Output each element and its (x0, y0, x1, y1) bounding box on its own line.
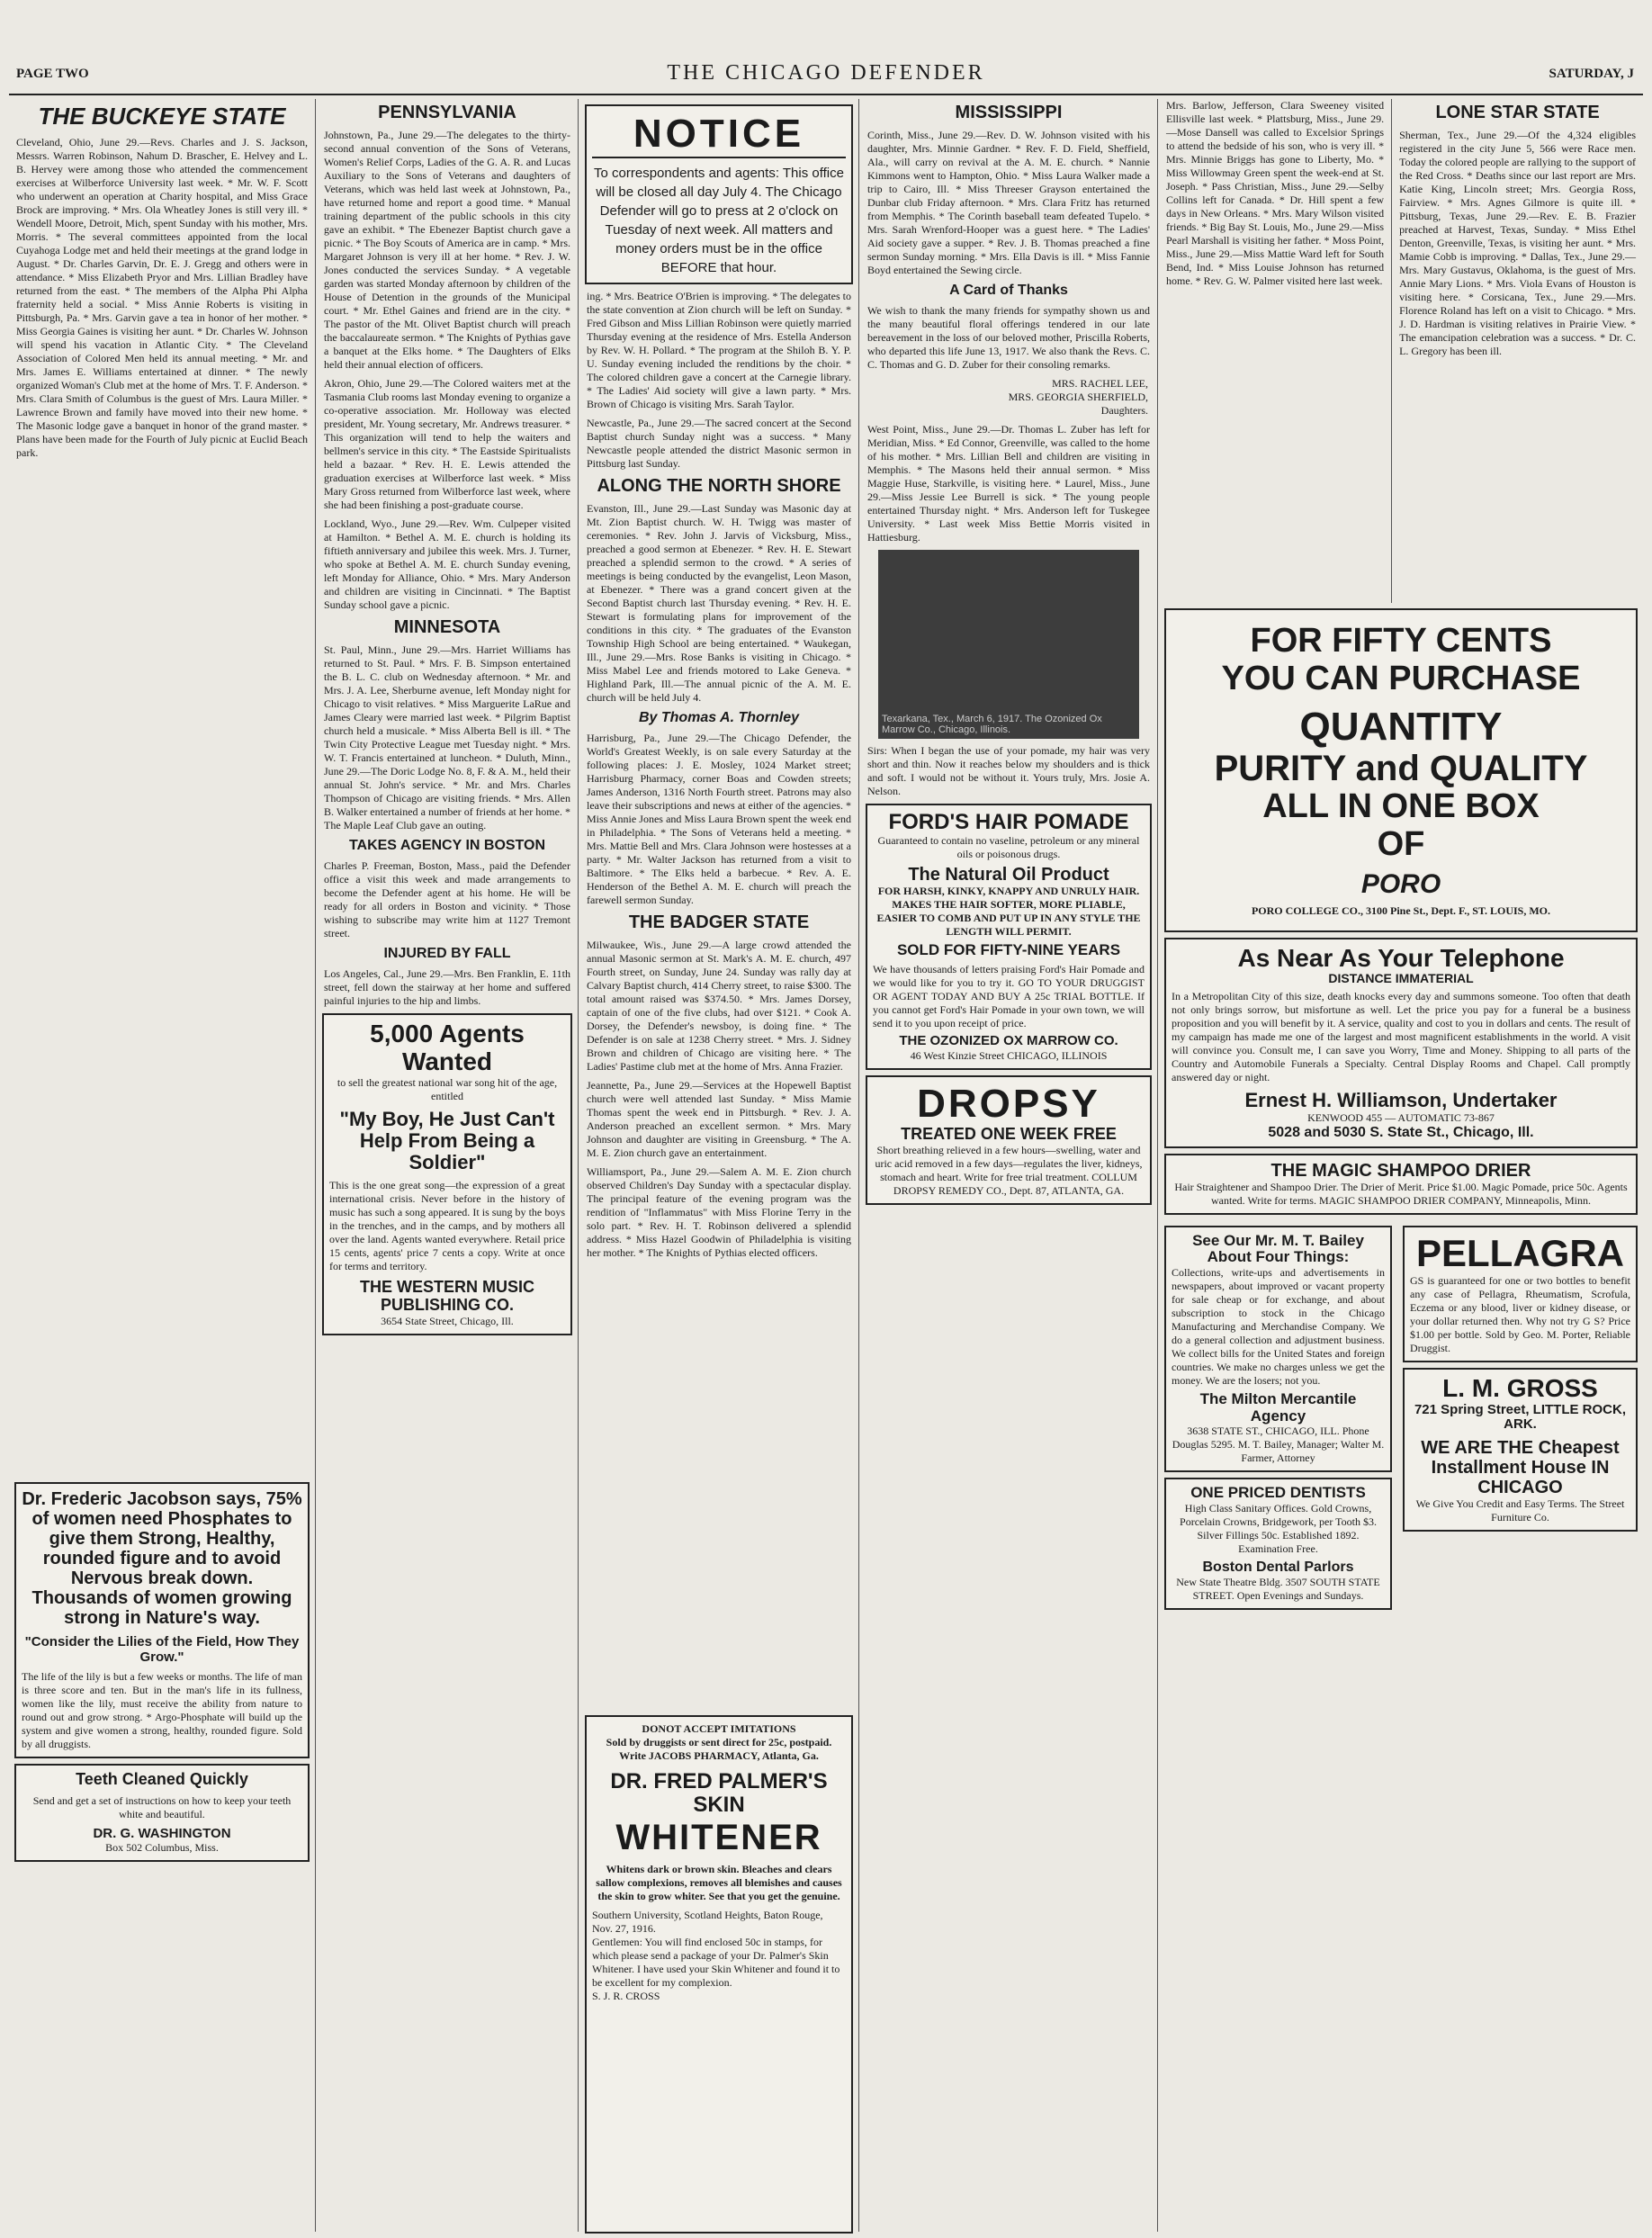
palmer-text: Whitens dark or brown skin. Bleaches and clears sallow complexions, removes all blemishes and causes the skin to grow whiter. See that you get the genuine. (596, 1862, 845, 1902)
thornley-byline: By Thomas A. Thornley (638, 710, 800, 725)
boston-dental-name: Boston Dental Parlors (1202, 1559, 1354, 1575)
telephone-subtitle: DISTANCE IMMATERIAL (1328, 971, 1474, 986)
paper-name: THE CHICAGO DEFENDER (667, 61, 985, 85)
dentist-ad (1164, 1478, 1392, 1609)
teeth-name: DR. G. WASHINGTON (93, 1825, 231, 1841)
section-title-pennsylvania: PENNSYLVANIA (378, 103, 516, 122)
column-buckeye (9, 99, 316, 2232)
testimonial-photo (878, 550, 1139, 739)
dentist-text: High Class Sanitary Offices. Gold Crowns, Porcelain Crowns, Bridgework, per Tooth $3. Silver Fillings 50c. Established 1892. Examination Free. (1180, 1501, 1379, 1555)
dropsy-subtitle: TREATED ONE WEEK FREE (901, 1124, 1117, 1143)
boston-heading: TAKES AGENCY IN BOSTON (348, 838, 546, 853)
cheapest-text: We Give You Credit and Easy Terms. The Street Furniture Co. (1415, 1496, 1628, 1523)
masthead (9, 61, 1643, 95)
section-title-lone-star: LONE STAR STATE (1435, 103, 1600, 122)
telephone-text: In a Metropolitan City of this size, death knocks every day and summons someone. Too often that death not only brings sorrow, but misfortune as well. Let the price you pay for a funeral be a business proposition and you will benefit by it. A service, quality and cost to you in dollars and cents. The result of my campaign has made me one of the largest and most magnificent establishments in the world. A visit will convince you. Consult me, I can save you Worry, Time and Money. Shipping to all parts of the Country and Automobile Funerals a Specialty. Central Display Rooms and Chapel. Call promptly answered day or night. (1172, 989, 1633, 1083)
cheapest-title: WE ARE THE Cheapest Installment House IN CHICAGO (1421, 1437, 1620, 1497)
right-bottom-row (1159, 1220, 1643, 1615)
ford-company: THE OZONIZED OX MARROW CO. (899, 1033, 1118, 1049)
poro-line-1: FOR FIFTY CENTS (1250, 622, 1552, 660)
photo-caption: Texarkana, Tex., March 6, 1917. The Ozonized Ox Marrow Co., Chicago, Illinois. (882, 714, 1102, 735)
palmer-ad (579, 1710, 859, 2232)
bailey-text: Collections, write-ups and advertisements in newspapers, about improved or vacant property for sale cheap or for exchange, and about subscription to stock in the Chicago Manufacturing and Merchandise Company. We do a general collection and adjustment business. We collect bills for the United States and foreign countries. We make no charges unless we get the money. We are the losers; not you. (1172, 1265, 1387, 1387)
section-title-mississippi: MISSISSIPPI (955, 103, 1063, 122)
ford-product: The Natural Oil Product (908, 865, 1109, 885)
ford-pomade-ad (866, 804, 1152, 1070)
agents-text: to sell the greatest national war song hit of the age, entitled (337, 1075, 561, 1102)
phosphate-ad (14, 1482, 310, 1758)
center-body-1: ing. * Mrs. Beatrice O'Brien is improving. * The delegates to the state convention at Zion church will be left on Sunday. * Fred Gibson and Miss Lillian Robinson were quietly married Thursday evening at the residence of Mrs. Estella Anderson by Rev. W. H. Pollard. * The program at the Shiloh B. Y. P. U. Sunday evening included the renditions by the choir. * The colored children gave a concert at the Carnegie library. * The Ladies' Aid society will give a lawn party. * Mrs. Brown of Chicago is visiting Mrs. Sarah Taylor. (587, 290, 854, 410)
right-top-body: Mrs. Barlow, Jefferson, Clara Sweeney visited Ellisville last week. * Plattsburg, Miss., June 29.—Mose Dansell was called to Excelsior Springs to attend the bedside of his son, who is very ill. * Mrs. Minnie Briggs has gone to Liberty, Mo. * Miss Willowmay Green spent the week-end at St. Joseph. * Pass Christian, Miss., June 29.—Selby Collins left for Canada. * Dr. Hill spent a few days in New Orleans. * Mrs. Mary Wilson visited friends. * Big Bay St. Louis, Mo., June 29.—Miss Pearl Marshall is visiting her father. * Moss Point, Miss., June 29.—Miss Mattie Ward left for South Bend, Ind. * Miss Louise Johnson has returned home. * Rev. G. W. Palmer visited here last week. (1159, 99, 1392, 603)
buckeye-body: Cleveland, Ohio, June 29.—Revs. Charles and J. S. Jackson, Messrs. Warren Robinson, Nahum D. Brascher, E. Helvey and L. B. Hervey were among those who attended the commencement exercises at Wilberforce University last week. * Mr. W. F. Scott who underwent an operation at Charity hospital, and Miss Grace Brock are improving. * Mrs. Ola Wheatley Jones is still very ill. * Wendell Moore, Detroit, Mich, spent Sunday with his mother, Mrs. Morris. * The several committees appointed from the local Cuyahoga Lodge met and held their meetings at the grand lodge in August. * Dr. Charles Garvin, Dr. E. J. Gregg and others were in attendance. * Miss Elizabeth Pryor and Mrs. Lillian Bradley have returned from the east. * The members of the Alpha Phi Alpha fraternity held a social. * Miss Annie Roberts is visiting in Pittsburgh, Pa. * Mrs. Garvin gave a tea in honor of her mother. * Miss Georgia Gaines is visiting her aunt. * Dr. Charles W. Johnson will spend his vacation in Atlantic City. * The Cleveland Association of Colored Men held its annual meeting. * Mr. and Mrs. James E. Williams entertained at dinner. * The newly organized Woman's Club met at the home of Mrs. T. F. Anderson. * Mrs. Clara Smith of Columbus is the guest of Mrs. Laura Miller. * Lawrence Brown and family have moved into their new home. * The Masonic lodge gave a banquet in honor of the grand master. * Plans have been made for the Fourth of July picnic at Euclid Beach park. (16, 136, 310, 459)
gross-ad (1403, 1368, 1638, 1532)
phosphate-text: The life of the lily is but a few weeks or months. The life of man is three score and ten. But in the man's life in its fullness, women like the lily, must receive the ability from nature to round out and grow strong. * Argo-Phosphate will build up the system and give women a strong, healthy, rounded figure. Sold by all druggists. (22, 1670, 305, 1750)
pellagra-ad (1403, 1226, 1638, 1362)
pellagra-title: PELLAGRA (1416, 1231, 1624, 1274)
north-shore-body: Evanston, Ill., June 29.—Last Sunday was Masonic day at Mt. Zion Baptist church. W. H. Twigg was master of ceremonies. * Rev. John J. Jarvis of Vicksburg, Miss., preached a good sermon at Ebenezer. * Rev. H. E. Stewart preached a splendid sermon to the crowd. * A series of meetings is being conducted by the evangelist, Leon Mason, at Ebenezer. * There was a grand concert given at the Second Baptist church last Thursday evening. * Rev. H. E. Stewart is formulating plans for improvement of the conditions in this city. * The graduates of the Evanston Township High School are being entertained. * Waukegan, Ill., June 29.—Mrs. Rose Banks is visiting in Chicago. * Miss Mabel Lee and friends motored to Lake Geneva. * Highland Park, Ill.—The annual picnic of the A. M. E. church will be held July 4. (587, 502, 854, 704)
song-title: "My Boy, He Just Can't Help From Being a Soldier" (339, 1107, 555, 1173)
boston-dental-address: New State Theatre Bldg. 3507 SOUTH STATE STREET. Open Evenings and Sundays. (1176, 1575, 1383, 1602)
poro-line-4: PURITY and QUALITY (1214, 748, 1588, 788)
lockland-body: Lockland, Wyo., June 29.—Rev. Wm. Culpeper visited at Hamilton. * Bethel A. M. E. church is holding its fiftieth anniversary and jubilee this week. Mrs. J. Turner, who spoke at Bethel A. M. E. church Sunday evening, left Monday for Alliance, Ohio. * Mrs. Mary Anderson and children are visiting in Cincinnati. * The Baptist Sunday school gave a picnic. (324, 517, 573, 611)
magic-shampoo-ad (1164, 1154, 1638, 1215)
undertaker-ad (1164, 938, 1638, 1148)
poro-address: PORO COLLEGE CO., 3100 Pine St., Dept. F., ST. LOUIS, MO. (1251, 903, 1551, 917)
ford-text: FOR HARSH, KINKY, KNAPPY AND UNRULY HAIR. MAKES THE HAIR SOFTER, MORE PLIABLE, EASIER TO COMB AND PUT UP IN ANY STYLE THE LENGTH WILL PERMIT. (876, 885, 1144, 939)
ford-title: FORD'S HAIR POMADE (888, 810, 1129, 834)
mercantile-name: The Milton Mercantile Agency (1199, 1389, 1357, 1425)
agents-title: 5,000 Agents Wanted (370, 1020, 525, 1075)
newcastle-body: Newcastle, Pa., June 29.—The sacred concert at the Second Baptist church Sunday night was a success. * Many Newcastle people attended the district Masonic sermon in Pittsburg last Sunday. (587, 417, 854, 470)
poro-ad (1164, 608, 1638, 932)
boston-body: Charles P. Freeman, Boston, Mass., paid the Defender office a visit this week and made arrangements to become the Defender agent at his home. He will be ready for all orders in Boston and vicinity. * Those wishing to subscribe may write him at 1127 Tremont street. (324, 859, 573, 939)
ford-sold: SOLD FOR FIFTY-NINE YEARS (896, 941, 1121, 959)
section-title-badger: THE BADGER STATE (628, 912, 810, 932)
teeth-title: Teeth Cleaned Quickly (76, 1770, 248, 1788)
poro-line-5: ALL IN ONE BOX (1262, 786, 1540, 825)
poro-line-6: OF (1377, 824, 1425, 863)
column-mississippi (860, 99, 1158, 2232)
penn-body: Johnstown, Pa., June 29.—The delegates to the thirty-second annual convention of the Sons of Veterans, Women's Relief Corps, Ladies of the G. A. R. and Lucas Auxiliary to the Sons of Veterans and daughters of Veterans, which was held last week at Johnstown, Pa., have returned home and report a good time. * Manual training department of the public schools in this city gave an exhibit. * The Ebenezer Baptist church gave a picnic. * The Boy Scouts of America are in camp. * Mrs. Margaret Johnson is very ill at her home. * Rev. J. W. Jones conducted the services Sunday. * A vegetable garden was started Monday afternoon by children of the House of Detention in the grounds of the Municipal court. * Mr. Ethel Gaines and friend are in the city. * The pastor of the Mt. Olivet Baptist church will preach the baccalaureate sermon. * The Knights of Pythias gave a banquet at the Elks home. * The Daughters of Elks held their annual election of officers. (324, 129, 573, 371)
notice-box (585, 104, 853, 284)
poro-brand: PORO (1360, 868, 1441, 899)
akron-body: Akron, Ohio, June 29.—The Colored waiters met at the Tasmania Club rooms last Monday evening to organize a co-operative association. Mr. Holloway was elected president, Mr. Young secretary, Mr. Andrews treasurer. * This organization will tend to help the waiters and bellmen's service in this city. * The Eastside Spiritualists held a bazaar. * Rev. H. E. Lewis attended the graduation exercises at Wilberforce last week. * Miss Mary Gross returned from Wilberforce last week, where she had been finishing a post-graduate course. (324, 377, 573, 511)
injured-body: Los Angeles, Cal., June 29.—Mrs. Ben Franklin, E. 11th street, fell down the stairway at her home and suffered painful injuries to the hip and limbs. (324, 967, 573, 1007)
ford-more: We have thousands of letters praising Ford's Hair Pomade and we would like for you to try it. GO TO YOUR DRUGGIST OR AGENT TODAY AND BUY A 25c TRIAL BOTTLE. If you cannot get Ford's Hair Pomade in your own town, we will send it to you upon receipt of price. (873, 963, 1147, 1030)
notice-title: NOTICE (592, 112, 846, 158)
teeth-place: Box 502 Columbus, Miss. (105, 1841, 219, 1855)
lone-star-body: Sherman, Tex., June 29.—Of the 4,324 eligibles registered in the city June 5, 566 were Race men. Today the colored people are rallying to the support of the Red Cross. * Deaths since our last report are Mrs. Katie King, Lincoln street; Mrs. Georgia Ross, Fairview. * Mrs. Agnes Gilmore is quite ill. * Pittsburg, Texas, June 29.—Rev. E. B. Frazier preached at Harvest, Texas, Sunday. * Miss Ethel Denton, Greenville, Texas, is visiting her aunt. * Mrs. Mamie Cobb is improving. * Dallas, Tex., June 29.—Mrs. Mary Gustavus, Oklahoma, is the guest of Mrs. Annie Mary Lions. * Mrs. Viola Evans of Houston is visiting here. * Corsicana, Tex., June 29.—Mrs. Florence Roland has left on a visit to Chicago. * Mrs. J. D. Hardman is visiting relatives in Prairie View. * The emancipation celebration was a success. * Dr. C. L. Gregory has been ill. (1399, 129, 1639, 357)
lone-star-section (1392, 99, 1643, 603)
phosphate-subhead: "Consider the Lilies of the Field, How They Grow." (24, 1634, 300, 1665)
card-of-thanks-signature: MRS. RACHEL LEE, MRS. GEORGIA SHERFIELD, Daughters. (1008, 377, 1148, 417)
poro-line-2: YOU CAN PURCHASE (1221, 659, 1581, 697)
undertaker-name: Ernest H. Williamson, Undertaker (1244, 1088, 1558, 1111)
dropsy-ad (866, 1075, 1152, 1205)
jeannette-body: Jeannette, Pa., June 29.—Services at the Hopewell Baptist church were well attended last Sunday. * Miss Mamie Thomas spent the week end in Pittsburgh. * Rev. J. A. Anderson preached an excellent sermon. * Mrs. Mary Johnson and daughter are visiting in Greensburg. * The A. M. E. Zion church gave an entertainment. (587, 1079, 854, 1159)
mercantile-address: 3638 STATE ST., CHICAGO, ILL. Phone Douglas 5295. M. T. Bailey, Manager; Walter M. Farmer, Attorney (1172, 1425, 1387, 1465)
palmer-product: WHITENER (615, 1817, 822, 1857)
magic-title: THE MAGIC SHAMPOO DRIER (1270, 1160, 1531, 1181)
mississippi-body: Corinth, Miss., June 29.—Rev. D. W. Johnson visited with his daughter, Mrs. Minnie Gardner. * Rev. F. D. Field, Sheffield, Ala., will carry on revival at the A. M. E. church. * Nannie Kimmons went to Hampton, Ohio. * Miss Laura Walker made a trip to Cairo, Ill. * Miss Threeser Grayson entertained the Dunbar club Friday afternoon. * Mrs. Clara Fritz has returned from Memphis. * The Corinth baseball team defeated Tupelo. * Mrs. Sarah Wrenford-Hooper was a guest here. * The Ladies' Aid society gave a supper. * Rev. J. B. Thomas preached a fine sermon Sunday morning. * Mrs. Ella Davis is ill. * Miss Fannie Boyd entertained the Sewing circle. (867, 129, 1153, 276)
section-title-north-shore: ALONG THE NORTH SHORE (597, 476, 841, 496)
card-of-thanks-heading: A Card of Thanks (949, 283, 1068, 298)
thornley-body: Harrisburg, Pa., June 29.—The Chicago Defender, the World's Greatest Weekly, is on sale every Saturday at the following places: J. E. Mosley, 1024 Market street; Harrisburg Pharmacy, corner Boas and Cowden streets; James Anderson, 1316 North Fourth street. Patrons may also leave their subscriptions and news at either of the agencies. * Miss Annie Jones and Miss Laura Brown spent the week end in Philadelphia. * The Sons of Veterans held a meeting. * Mrs. Mattie Bell and Mrs. Clara Johnson were hostesses at a party. * Mr. Walter Jackson has returned from a visit to Baltimore. * The Elks held a barbecue. * Rev. A. E. Henderson of the Bethel A. M. E. church will preach the farewell sermon Sunday. (587, 732, 854, 906)
dropsy-title: DROPSY (917, 1081, 1100, 1126)
ford-address: 46 West Kinzie Street CHICAGO, ILLINOIS (910, 1048, 1108, 1062)
westpoint-body: West Point, Miss., June 29.—Dr. Thomas L. Zuber has left for Meridian, Miss. * Ed Connor, Greenville, was called to the home of his mother. * Mrs. Lillian Bell and children are visiting in Memphis. * The Masons held their annual sermon. * Miss Maggie Huse, Starkville, is visiting here. * Laurel, Miss., June 29.—Miss Jessie Lee Burrell is sick. * The young people entertained Thursday night. * Mrs. Anderson left for Tuskegee University. * Last week Miss Bettie Morris visited in Hattiesburg. (867, 423, 1153, 544)
publisher-address: 3654 State Street, Chicago, Ill. (381, 1314, 514, 1327)
gross-name: L. M. GROSS (1442, 1373, 1598, 1402)
badger-body: Milwaukee, Wis., June 29.—A large crowd attended the annual Masonic sermon at St. Mark's A. M. E. church, 497 Fourth street, on Sunday, June 24. Sunday was rally day at Calvary Baptist church, 414 Cherry street, to raise $300. The total amount raised was $374.50. * Mrs. James Dorsey, captain of one of the five clubs, had over $121. * Cook A. Dorsey, the Defender's newsboy, is doing fine. * The Defender is on sale at 1238 Cherry street. * Mrs. J. Sidney Brown and children of Chicago are visiting here. * The Ladies' Pastime club met at the home of Mrs. Anna Frazier. (587, 939, 854, 1073)
poro-line-3: QUANTITY (1299, 704, 1503, 749)
pellagra-text: GS is guaranteed for one or two bottles to benefit any case of Pellagra, Rheumatism, Scrofula, Eczema or any blood, liver or kidney disease, or your dollar returned then. Why not try G S? Price $1.00 per bottle. Sold by Geo. M. Porter, Reliable Druggist. (1410, 1273, 1633, 1354)
right-bottom-right (1397, 1220, 1643, 1615)
page-label: PAGE TWO (16, 67, 89, 81)
notice-body: To correspondents and agents: This office will be closed all day July 4. The Chicago Defender will go to press at 2 o'clock on Tuesday of next week. All matters and money orders must be in the office BEFORE that hour. (594, 166, 844, 275)
ford-subtitle: Guaranteed to contain no vaseline, petroleum or any mineral oils or poisonous drugs. (877, 834, 1143, 861)
bailey-ad (1164, 1226, 1392, 1473)
williamsport-body: Williamsport, Pa., June 29.—Salem A. M. E. Zion church observed Children's Day Sunday with a spectacular display. The principal feature of the evening program was the rendition of "Inflammatus" with Miss Florine Terry in the solo part. * Rev. H. T. Robinson delivered a splendid address. * Miss Hazel Goodwin of Philadelphia is visiting her mother. * The Knights of Pythias elected officers. (587, 1165, 854, 1259)
right-bottom-left (1159, 1220, 1397, 1615)
dropsy-text: Short breathing relieved in a few hours—swelling, water and uric acid removed in a few days—regulates the liver, kidneys, stomach and heart. Write for free trial treatment. COLLUM DROPSY REMEDY CO., Dept. 87, ATLANTA, GA. (875, 1143, 1145, 1197)
dentist-title: ONE PRICED DENTISTS (1190, 1484, 1366, 1502)
bailey-title: See Our Mr. M. T. Bailey About Four Things: (1192, 1231, 1364, 1266)
gross-address: 721 Spring Street, LITTLE ROCK, ARK. (1414, 1401, 1627, 1433)
section-title-buckeye: THE BUCKEYE STATE (38, 103, 286, 130)
phosphate-headline: Dr. Frederic Jacobson says, 75% of women need Phosphates to give them Strong, Healthy, rounded figure and to avoid Nervous break down. Thousands of women growing strong in Nature's way. (22, 1489, 302, 1628)
column-right (1159, 99, 1643, 2232)
card-of-thanks-body: We wish to thank the many friends for sympathy shown us and the many beautiful floral offerings tendered in our late bereavement in the loss of our beloved mother, Priscilla Roberts, who departed this life June 13, 1917. We also thank the Revs. C. C. Thomas and G. D. Zuber for their consoling remarks. (867, 304, 1153, 371)
song-ad (322, 1013, 572, 1335)
teeth-ad (14, 1764, 310, 1862)
testimonial-text: Sirs: When I began the use of your pomade, my hair was very short and thin. Now it reaches below my shoulders and is thick and soft. I would not be without it. Yours truly, Mrs. Josie A. Nelson. (867, 744, 1153, 797)
acceptance-text: DONOT ACCEPT IMITATIONS Sold by druggists or sent direct for 25c, postpaid. Write JACOBS PHARMACY, Atlanta, Ga. (606, 1722, 832, 1762)
magic-text: Hair Straightener and Shampoo Drier. The Drier of Merit. Price $1.00. Magic Pomade, price 50c. Agents wanted. Write for terms. MAGIC SHAMPOO DRIER COMPANY, Minneapolis, Minn. (1174, 1180, 1630, 1207)
teeth-text: Send and get a set of instructions on how to keep your teeth white and beautiful. (32, 1793, 294, 1820)
publisher-name: THE WESTERN MUSIC PUBLISHING CO. (359, 1278, 534, 1314)
palmer-brand: DR. FRED PALMER'S SKIN (610, 1769, 828, 1818)
right-top-row (1159, 99, 1643, 603)
telephone-title: As Near As Your Telephone (1237, 943, 1565, 972)
palmer-letter: Southern University, Scotland Heights, Baton Rouge, Nov. 27, 1916. Gentlemen: You will find enclosed 50c in stamps, for which please send a package of your Dr. Palmer's Skin Whitener. I have used your Skin Whitener and found it to be excellent for my complexion. S. J. R. CROSS (592, 1908, 840, 2002)
section-title-minnesota: MINNESOTA (393, 617, 501, 637)
song-text: This is the one great song—the expression of a great international crisis. Never before in the history of music has such a song appeared. It is sung by the boys in the trenches, and in the camps, and by mothers all over the land. Agents wanted everywhere. Retail price 15 cents, agents' price 7 cents a copy. Write at once for terms and territory. (329, 1179, 568, 1273)
minnesota-body: St. Paul, Minn., June 29.—Mrs. Harriet Williams has returned to St. Paul. * Mrs. F. B. Simpson entertained the B. L. C. club on Wednesday afternoon. * Mr. and Mrs. J. A. Lee, Sherburne avenue, left Monday night for Chicago to visit relatives. * Miss Marguerite LaRue and James Cleary were married last week. * Pilgrim Baptist church held a musicale. * Miss Alberta Bell is ill. * The Twin City Protective League met Tuesday night. * Mrs. W. T. Francis entertained at luncheon. * Duluth, Minn., June 29.—The Doric Lodge No. 8, F. & A. M., held their annual St. John's service. * Mr. and Mrs. Charles Thompson of Chicago are visiting friends. * Mrs. Allen B. Walker entertained a number of friends at her home. * The Maple Leaf Club gave an outing. (324, 643, 573, 831)
undertaker-address: 5028 and 5030 S. State St., Chicago, Ill. (1268, 1124, 1534, 1140)
undertaker-phones: KENWOOD 455 — AUTOMATIC 73-867 (1307, 1110, 1495, 1124)
column-pennsylvania (317, 99, 579, 2232)
palmer-ad-box (585, 1715, 853, 2234)
injured-heading: INJURED BY FALL (383, 946, 511, 961)
issue-day: SATURDAY, J (1549, 67, 1634, 81)
